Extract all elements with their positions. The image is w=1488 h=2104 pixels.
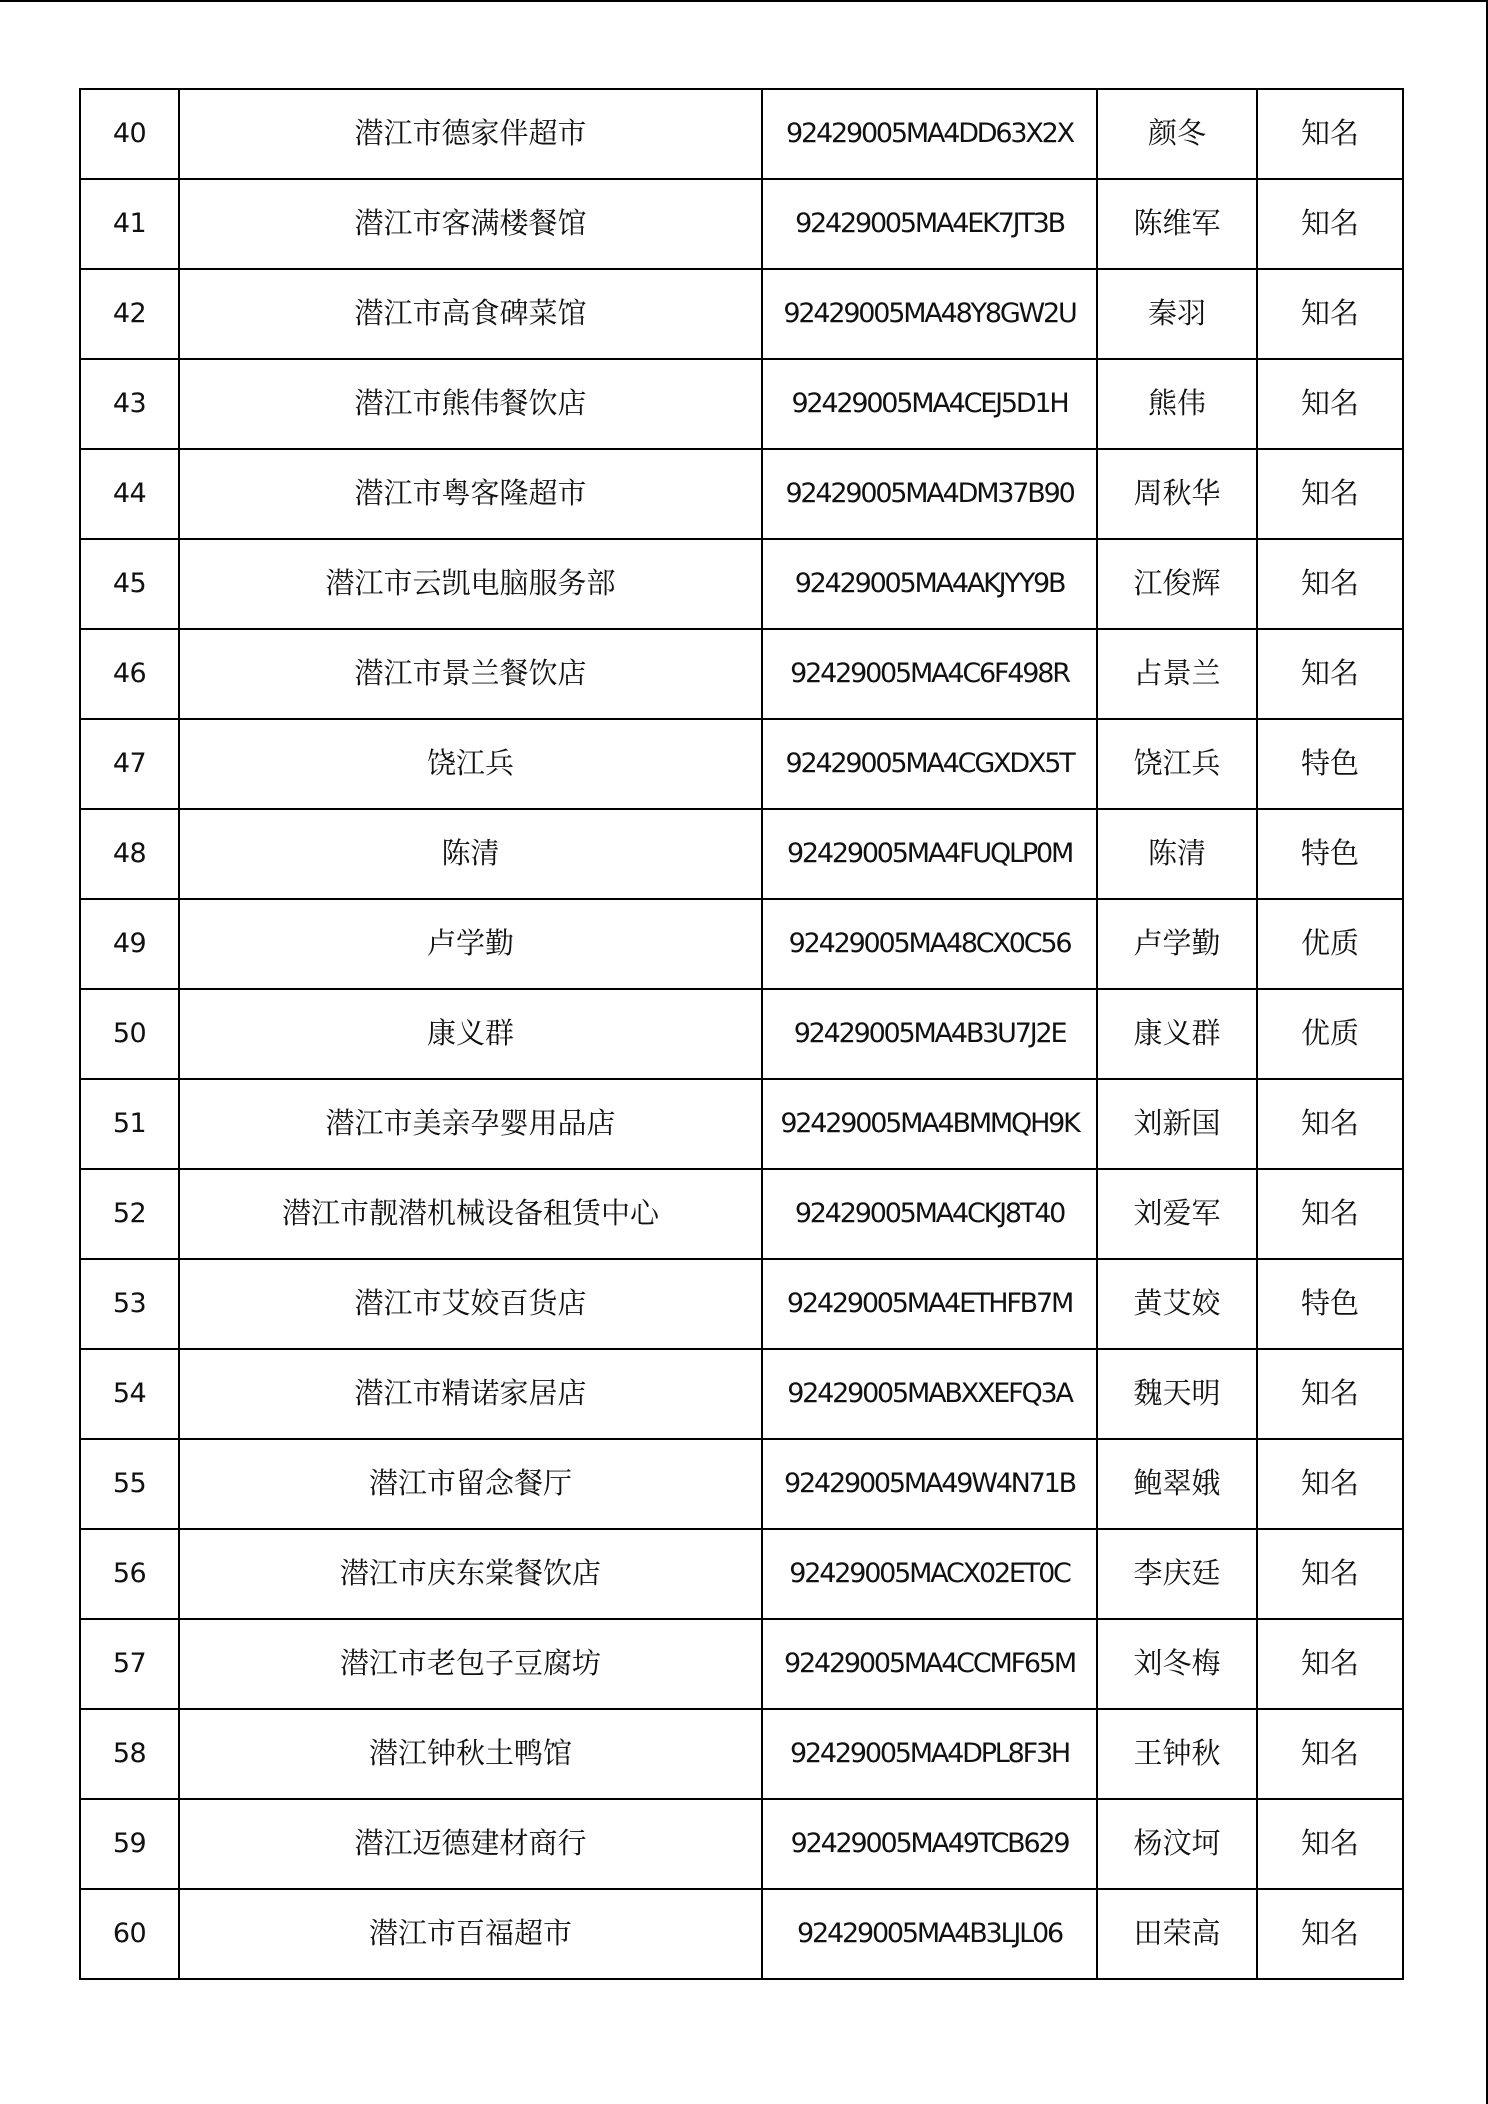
owner-name: 魏天明 — [1097, 1349, 1257, 1439]
credit-code: 92429005MA4BMMQH9K — [762, 1079, 1097, 1169]
merchant-type: 知名 — [1257, 449, 1403, 539]
merchant-type: 知名 — [1257, 539, 1403, 629]
table-row — [80, 1079, 1403, 1169]
merchant-name: 潜江市客满楼餐馆 — [179, 179, 762, 269]
credit-code: 92429005MACX02ET0C — [762, 1529, 1097, 1619]
credit-code: 92429005MA4CEJ5D1H — [762, 359, 1097, 449]
row-number: 48 — [80, 809, 179, 899]
owner-name: 秦羽 — [1097, 269, 1257, 359]
table-container — [79, 88, 1402, 1980]
table-row — [80, 179, 1403, 269]
credit-code: 92429005MA4B3U7J2E — [762, 989, 1097, 1079]
merchant-name: 潜江市靓潜机械设备租赁中心 — [179, 1169, 762, 1259]
merchant-type: 优质 — [1257, 989, 1403, 1079]
table-row — [80, 449, 1403, 539]
merchant-table — [79, 88, 1404, 1980]
row-number: 58 — [80, 1709, 179, 1799]
merchant-name: 潜江市精诺家居店 — [179, 1349, 762, 1439]
row-number: 40 — [80, 89, 179, 179]
row-number: 43 — [80, 359, 179, 449]
merchant-name: 陈清 — [179, 809, 762, 899]
row-number: 50 — [80, 989, 179, 1079]
merchant-name: 潜江市景兰餐饮店 — [179, 629, 762, 719]
row-number: 53 — [80, 1259, 179, 1349]
credit-code: 92429005MA4DPL8F3H — [762, 1709, 1097, 1799]
merchant-name: 潜江市庆东棠餐饮店 — [179, 1529, 762, 1619]
merchant-name: 潜江市高食碑菜馆 — [179, 269, 762, 359]
merchant-type: 知名 — [1257, 1439, 1403, 1529]
merchant-type: 知名 — [1257, 1619, 1403, 1709]
merchant-type: 知名 — [1257, 1799, 1403, 1889]
merchant-type: 知名 — [1257, 1709, 1403, 1799]
merchant-type: 知名 — [1257, 629, 1403, 719]
merchant-name: 潜江市留念餐厅 — [179, 1439, 762, 1529]
table-row — [80, 539, 1403, 629]
merchant-name: 潜江市德家伴超市 — [179, 89, 762, 179]
merchant-type: 优质 — [1257, 899, 1403, 989]
merchant-type: 知名 — [1257, 1079, 1403, 1169]
table-row — [80, 629, 1403, 719]
row-number: 44 — [80, 449, 179, 539]
merchant-type: 知名 — [1257, 269, 1403, 359]
merchant-type: 特色 — [1257, 719, 1403, 809]
owner-name: 李庆廷 — [1097, 1529, 1257, 1619]
merchant-name: 潜江市艾姣百货店 — [179, 1259, 762, 1349]
owner-name: 颜冬 — [1097, 89, 1257, 179]
merchant-type: 知名 — [1257, 179, 1403, 269]
owner-name: 黄艾姣 — [1097, 1259, 1257, 1349]
owner-name: 周秋华 — [1097, 449, 1257, 539]
owner-name: 江俊辉 — [1097, 539, 1257, 629]
owner-name: 杨汶坷 — [1097, 1799, 1257, 1889]
owner-name: 刘爱军 — [1097, 1169, 1257, 1259]
table-row — [80, 89, 1403, 179]
credit-code: 92429005MA4EK7JT3B — [762, 179, 1097, 269]
merchant-name: 潜江市云凯电脑服务部 — [179, 539, 762, 629]
merchant-name: 饶江兵 — [179, 719, 762, 809]
table-row — [80, 1169, 1403, 1259]
merchant-name: 潜江市粤客隆超市 — [179, 449, 762, 539]
table-row — [80, 899, 1403, 989]
row-number: 46 — [80, 629, 179, 719]
table-row — [80, 269, 1403, 359]
row-number: 59 — [80, 1799, 179, 1889]
owner-name: 鲍翠娥 — [1097, 1439, 1257, 1529]
credit-code: 92429005MA4DD63X2X — [762, 89, 1097, 179]
credit-code: 92429005MA4ETHFB7M — [762, 1259, 1097, 1349]
owner-name: 饶江兵 — [1097, 719, 1257, 809]
row-number: 45 — [80, 539, 179, 629]
row-number: 57 — [80, 1619, 179, 1709]
owner-name: 刘冬梅 — [1097, 1619, 1257, 1709]
credit-code: 92429005MA4B3LJL06 — [762, 1889, 1097, 1979]
credit-code: 92429005MA48CX0C56 — [762, 899, 1097, 989]
credit-code: 92429005MABXXEFQ3A — [762, 1349, 1097, 1439]
table-row — [80, 1529, 1403, 1619]
credit-code: 92429005MA48Y8GW2U — [762, 269, 1097, 359]
credit-code: 92429005MA4CKJ8T40 — [762, 1169, 1097, 1259]
row-number: 55 — [80, 1439, 179, 1529]
row-number: 54 — [80, 1349, 179, 1439]
row-number: 52 — [80, 1169, 179, 1259]
merchant-name: 康义群 — [179, 989, 762, 1079]
owner-name: 陈维军 — [1097, 179, 1257, 269]
table-row — [80, 1709, 1403, 1799]
owner-name: 田荣高 — [1097, 1889, 1257, 1979]
owner-name: 熊伟 — [1097, 359, 1257, 449]
merchant-name: 潜江市百福超市 — [179, 1889, 762, 1979]
owner-name: 刘新国 — [1097, 1079, 1257, 1169]
table-row — [80, 1439, 1403, 1529]
owner-name: 王钟秋 — [1097, 1709, 1257, 1799]
table-row — [80, 809, 1403, 899]
merchant-type: 特色 — [1257, 1259, 1403, 1349]
credit-code: 92429005MA4CGXDX5T — [762, 719, 1097, 809]
table-row — [80, 1349, 1403, 1439]
credit-code: 92429005MA49W4N71B — [762, 1439, 1097, 1529]
row-number: 47 — [80, 719, 179, 809]
merchant-name: 潜江迈德建材商行 — [179, 1799, 762, 1889]
row-number: 56 — [80, 1529, 179, 1619]
table-row — [80, 1799, 1403, 1889]
owner-name: 陈清 — [1097, 809, 1257, 899]
credit-code: 92429005MA4AKJYY9B — [762, 539, 1097, 629]
row-number: 51 — [80, 1079, 179, 1169]
merchant-type: 特色 — [1257, 809, 1403, 899]
merchant-type: 知名 — [1257, 89, 1403, 179]
merchant-name: 潜江市老包子豆腐坊 — [179, 1619, 762, 1709]
merchant-table-body — [80, 89, 1403, 1979]
credit-code: 92429005MA4C6F498R — [762, 629, 1097, 719]
table-row — [80, 1619, 1403, 1709]
row-number: 60 — [80, 1889, 179, 1979]
table-row — [80, 989, 1403, 1079]
credit-code: 92429005MA4CCMF65M — [762, 1619, 1097, 1709]
merchant-type: 知名 — [1257, 1349, 1403, 1439]
merchant-type: 知名 — [1257, 1169, 1403, 1259]
credit-code: 92429005MA4FUQLP0M — [762, 809, 1097, 899]
merchant-type: 知名 — [1257, 359, 1403, 449]
merchant-type: 知名 — [1257, 1889, 1403, 1979]
merchant-name: 潜江市熊伟餐饮店 — [179, 359, 762, 449]
table-row — [80, 359, 1403, 449]
table-row — [80, 1259, 1403, 1349]
merchant-type: 知名 — [1257, 1529, 1403, 1619]
merchant-name: 潜江市美亲孕婴用品店 — [179, 1079, 762, 1169]
credit-code: 92429005MA4DM37B90 — [762, 449, 1097, 539]
table-row — [80, 1889, 1403, 1979]
row-number: 42 — [80, 269, 179, 359]
owner-name: 卢学勤 — [1097, 899, 1257, 989]
owner-name: 康义群 — [1097, 989, 1257, 1079]
merchant-name: 潜江钟秋土鸭馆 — [179, 1709, 762, 1799]
row-number: 49 — [80, 899, 179, 989]
table-row — [80, 719, 1403, 809]
owner-name: 占景兰 — [1097, 629, 1257, 719]
credit-code: 92429005MA49TCB629 — [762, 1799, 1097, 1889]
row-number: 41 — [80, 179, 179, 269]
merchant-name: 卢学勤 — [179, 899, 762, 989]
